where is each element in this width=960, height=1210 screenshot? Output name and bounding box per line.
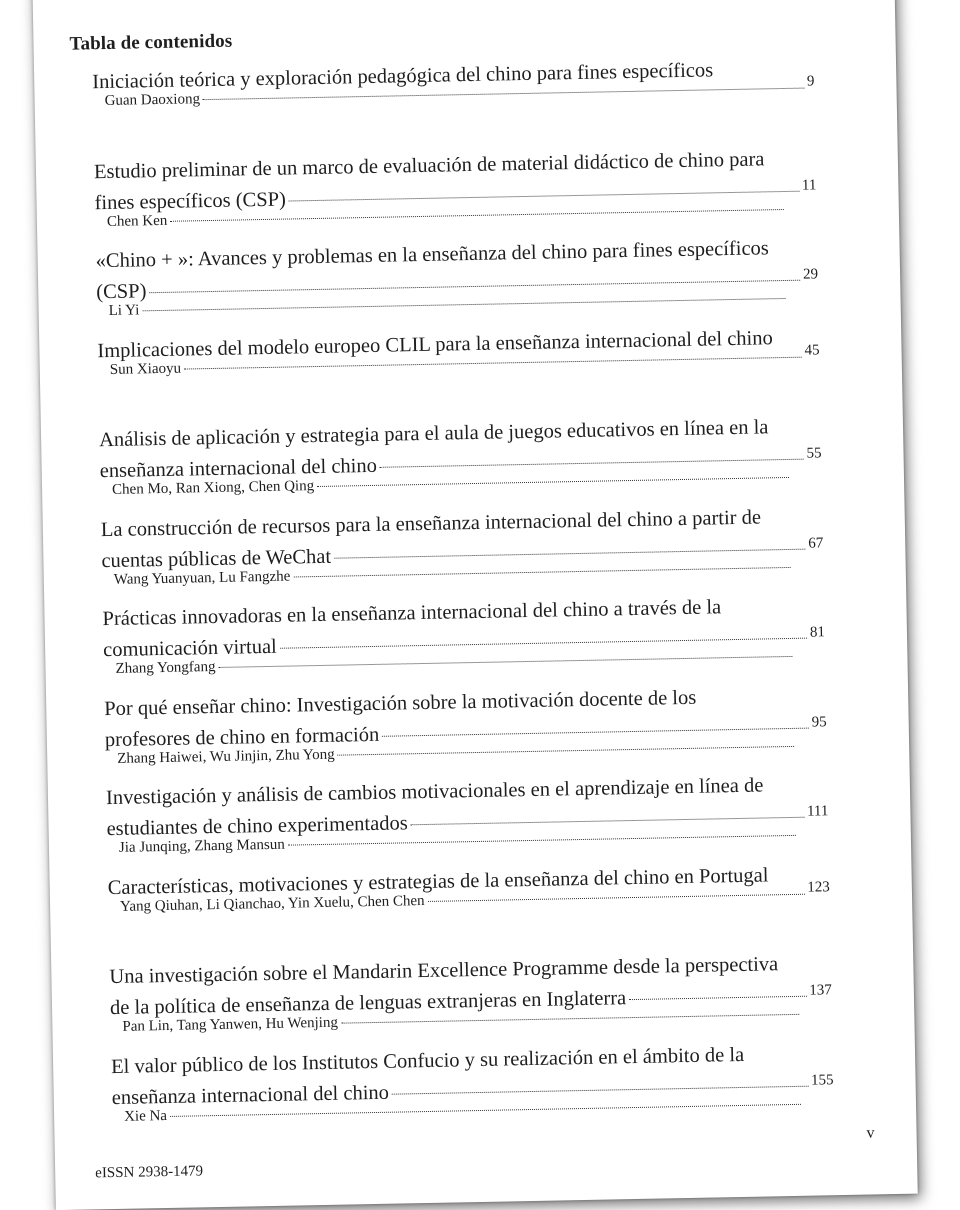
toc-entry-page-number: 11 bbox=[801, 176, 817, 194]
toc-entry-title: comunicación virtual bbox=[102, 635, 277, 662]
dot-leader bbox=[219, 656, 793, 668]
dot-leader bbox=[411, 817, 804, 826]
toc-entry-title: fines específicos (CSP) bbox=[94, 188, 287, 214]
dot-leader bbox=[629, 996, 806, 1000]
spacer bbox=[792, 480, 822, 481]
toc-entry bbox=[106, 769, 830, 872]
toc-entry-title: Por qué enseñar chino: Investigación sobre la motivación docente de los bbox=[104, 686, 697, 720]
dot-leader bbox=[317, 477, 789, 487]
toc-entry-author: Sun Xiaoyu bbox=[109, 360, 182, 378]
toc-entry bbox=[102, 590, 826, 693]
toc-entry-author: Xie Na bbox=[123, 1107, 168, 1125]
page-number: v bbox=[866, 1124, 875, 1142]
spacer bbox=[802, 1017, 832, 1018]
toc-entry-page-number: 137 bbox=[809, 982, 832, 999]
dot-leader bbox=[338, 745, 794, 755]
toc-entry-author: Zhang Haiwei, Wu Jinjin, Zhu Yong bbox=[117, 746, 335, 767]
toc-entry-title: Implicaciones del modelo europeo CLIL para la enseñanza internacional del chino bbox=[97, 326, 773, 362]
toc-entry bbox=[99, 411, 823, 514]
toc-entry bbox=[97, 322, 821, 425]
toc-entry bbox=[101, 501, 825, 604]
toc-entry-page-number: 95 bbox=[811, 713, 827, 731]
toc-entry bbox=[111, 1038, 835, 1141]
toc-entry-title: Estudio preliminar de un marco de evaluación de material didáctico de chino para bbox=[93, 147, 765, 183]
toc-entry-page-number: 29 bbox=[802, 266, 819, 283]
toc-entry-page-number: 111 bbox=[806, 803, 829, 820]
toc-entry-title: Análisis de aplicación y estrategia para el aula de juegos educativos en línea en la bbox=[98, 416, 769, 452]
toc-entry-title: estudiantes de chino experimentados bbox=[106, 812, 408, 841]
toc-entry-title: «Chino + »: Avances y problemas en la enseñanza del chino para fines específicos bbox=[95, 237, 770, 273]
toc-entry-author: Jia Junqing, Zhang Mansun bbox=[118, 836, 285, 856]
toc-heading: Tabla de contenidos bbox=[69, 30, 233, 55]
toc-entry-title: El valor público de los Institutos Confucio y su realización en el ámbito de la bbox=[110, 1043, 745, 1078]
spacer bbox=[795, 659, 825, 660]
toc-entry bbox=[104, 680, 828, 783]
toc-entry-title: Características, motivaciones y estrategias de la enseñanza del chino en Portugal bbox=[107, 863, 769, 899]
dot-leader bbox=[293, 566, 790, 577]
spacer bbox=[797, 749, 827, 750]
toc-entry-page-number: 123 bbox=[807, 878, 830, 896]
toc-entry bbox=[92, 53, 816, 156]
dot-leader bbox=[142, 298, 785, 311]
toc-entry-page-number: 81 bbox=[809, 624, 826, 641]
toc-entry-title: enseñanza internacional del chino bbox=[111, 1081, 390, 1109]
toc-entry-author: Guan Daoxiong bbox=[104, 91, 201, 110]
toc-entry-author: Li Yi bbox=[108, 302, 140, 319]
toc-entry bbox=[95, 232, 819, 335]
toc-entry-title: La construcción de recursos para la enseñanza internacional del chino a partir de bbox=[100, 505, 762, 541]
toc-entry bbox=[109, 948, 833, 1051]
toc-entry bbox=[94, 143, 818, 246]
spacer bbox=[804, 1107, 834, 1108]
toc-entry-title: cuentas públicas de WeChat bbox=[101, 545, 332, 572]
toc-entry-title: profesores de chino en formación bbox=[104, 723, 380, 751]
dot-leader bbox=[392, 1085, 808, 1094]
toc-entry-author: Pan Lin, Tang Yanwen, Hu Wenjing bbox=[122, 1014, 339, 1035]
toc-entry-title: enseñanza internacional del chino bbox=[99, 454, 378, 483]
toc-entry bbox=[107, 859, 831, 962]
toc-entry-page-number: 9 bbox=[806, 73, 815, 90]
toc-entry-title: (CSP) bbox=[96, 280, 147, 304]
toc-entry-title: de la política de enseñanza de lenguas extranjeras en Inglaterra bbox=[109, 987, 627, 1020]
toc-entry-title: Prácticas innovadoras en la enseñanza internacional del chino a través de la bbox=[102, 596, 722, 631]
toc-entry-page-number: 155 bbox=[810, 1071, 834, 1089]
dot-leader bbox=[382, 727, 809, 736]
issn: eISSN 2938-1479 bbox=[95, 1163, 204, 1182]
toc-list bbox=[92, 53, 834, 1141]
document-page bbox=[32, 0, 917, 1210]
toc-entry-author: Zhang Yongfang bbox=[115, 658, 216, 677]
toc-entry-author: Chen Ken bbox=[106, 212, 168, 230]
toc-entry-author: Yang Qiuhan, Li Qianchao, Yin Xuelu, Chen Chen bbox=[119, 892, 425, 915]
spacer bbox=[799, 838, 829, 839]
toc-entry-title: Una investigación sobre el Mandarin Excellence Programme desde la perspectiva bbox=[109, 953, 779, 989]
spacer bbox=[787, 212, 817, 213]
toc-entry-page-number: 45 bbox=[804, 341, 820, 359]
toc-entry-title: Iniciación teórica y exploración pedagógica del chino para fines específicos bbox=[92, 59, 714, 94]
toc-entry-author: Chen Mo, Ran Xiong, Chen Qing bbox=[111, 478, 315, 498]
spacer bbox=[794, 570, 824, 571]
toc-entry-author: Wang Yuanyuan, Lu Fangzhe bbox=[113, 568, 291, 588]
dot-leader bbox=[380, 459, 804, 468]
toc-entry-title: Investigación y análisis de cambios motivacionales en el aprendizaje en línea de bbox=[105, 774, 764, 810]
toc-entry-page-number: 67 bbox=[808, 534, 824, 552]
spacer bbox=[789, 301, 819, 302]
toc-entry-page-number: 55 bbox=[806, 445, 822, 462]
